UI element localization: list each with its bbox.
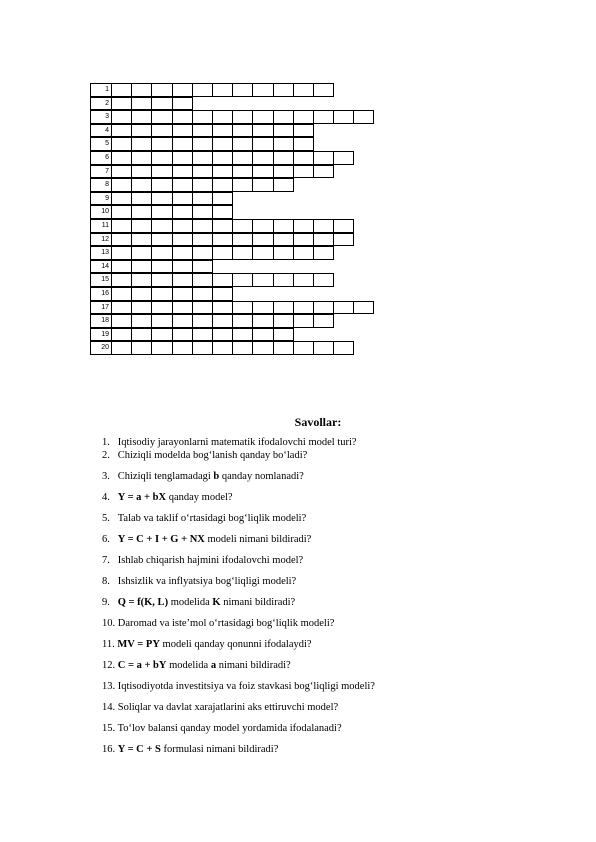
crossword-cell[interactable] bbox=[192, 341, 213, 355]
crossword-cell[interactable] bbox=[131, 165, 152, 179]
crossword-cell[interactable] bbox=[232, 137, 253, 151]
crossword-cell[interactable] bbox=[172, 137, 193, 151]
crossword-cell[interactable] bbox=[172, 246, 193, 260]
crossword-cell[interactable] bbox=[252, 233, 273, 247]
crossword-cell[interactable] bbox=[172, 205, 193, 219]
crossword-row-number: 3 bbox=[90, 110, 112, 124]
crossword-row-number: 7 bbox=[90, 165, 112, 179]
crossword-cell[interactable] bbox=[192, 151, 213, 165]
crossword-row-number: 17 bbox=[90, 301, 112, 315]
crossword-cell[interactable] bbox=[333, 301, 354, 315]
crossword-cell[interactable] bbox=[252, 314, 273, 328]
crossword-cell[interactable] bbox=[111, 341, 132, 355]
question-text: Talab va taklif o‘rtasidagi bog‘liqlik modeli? bbox=[117, 513, 307, 524]
crossword-row bbox=[90, 341, 373, 355]
crossword-cell[interactable] bbox=[151, 219, 172, 233]
question-text: modeli nimani bildiradi? bbox=[204, 534, 312, 545]
crossword-cell[interactable] bbox=[172, 151, 193, 165]
crossword-row bbox=[90, 151, 373, 165]
crossword-cell[interactable] bbox=[111, 205, 132, 219]
crossword-cell[interactable] bbox=[172, 301, 193, 315]
crossword-cell[interactable] bbox=[313, 83, 334, 97]
crossword-cell[interactable] bbox=[273, 314, 294, 328]
crossword-cell[interactable] bbox=[273, 151, 294, 165]
crossword-cell[interactable] bbox=[313, 165, 334, 179]
crossword-cell[interactable] bbox=[232, 151, 253, 165]
crossword-cell[interactable] bbox=[172, 341, 193, 355]
crossword-cell[interactable] bbox=[111, 314, 132, 328]
crossword-cell[interactable] bbox=[273, 328, 294, 342]
crossword-row-number: 14 bbox=[90, 260, 112, 274]
crossword-cell[interactable] bbox=[111, 328, 132, 342]
crossword-cell[interactable] bbox=[151, 233, 172, 247]
question-number: 3. bbox=[102, 471, 110, 482]
crossword-row-number: 19 bbox=[90, 328, 112, 342]
crossword-cell[interactable] bbox=[333, 219, 354, 233]
crossword-cell[interactable] bbox=[232, 165, 253, 179]
crossword-cell[interactable] bbox=[192, 192, 213, 206]
crossword-cell[interactable] bbox=[111, 178, 132, 192]
crossword-cell[interactable] bbox=[151, 273, 172, 287]
crossword-cell[interactable] bbox=[111, 151, 132, 165]
crossword-cell[interactable] bbox=[151, 328, 172, 342]
crossword-cell[interactable] bbox=[293, 314, 314, 328]
crossword-cell[interactable] bbox=[212, 273, 233, 287]
crossword-cell[interactable] bbox=[192, 301, 213, 315]
crossword-cell[interactable] bbox=[111, 260, 132, 274]
question-item bbox=[102, 722, 562, 735]
crossword-row bbox=[90, 110, 373, 124]
question-number: 4. bbox=[102, 492, 110, 503]
question-formula: Y = C + S bbox=[117, 744, 161, 755]
crossword-cell[interactable] bbox=[252, 178, 273, 192]
crossword-cell[interactable] bbox=[151, 110, 172, 124]
crossword-cell[interactable] bbox=[131, 328, 152, 342]
question-item bbox=[102, 554, 562, 567]
crossword-cell[interactable] bbox=[151, 287, 172, 301]
crossword-cell[interactable] bbox=[313, 151, 334, 165]
crossword-cell[interactable] bbox=[313, 314, 334, 328]
crossword-cell[interactable] bbox=[212, 246, 233, 260]
question-number: 12. bbox=[102, 660, 116, 671]
crossword-cell[interactable] bbox=[111, 165, 132, 179]
crossword-cell[interactable] bbox=[333, 341, 354, 355]
question-formula: Q = f(K, L) bbox=[117, 597, 169, 608]
crossword-cell[interactable] bbox=[111, 83, 132, 97]
crossword-cell[interactable] bbox=[192, 124, 213, 138]
crossword-cell[interactable] bbox=[131, 110, 152, 124]
crossword-cell[interactable] bbox=[172, 124, 193, 138]
crossword-cell[interactable] bbox=[131, 246, 152, 260]
crossword-cell[interactable] bbox=[232, 178, 253, 192]
crossword-cell[interactable] bbox=[212, 233, 233, 247]
crossword-cell[interactable] bbox=[232, 124, 253, 138]
crossword-row bbox=[90, 83, 373, 97]
question-formula: Y = a + bX bbox=[117, 492, 167, 503]
crossword-cell[interactable] bbox=[252, 328, 273, 342]
crossword-cell[interactable] bbox=[252, 165, 273, 179]
crossword-cell[interactable] bbox=[192, 205, 213, 219]
crossword-cell[interactable] bbox=[131, 178, 152, 192]
crossword-row bbox=[90, 287, 373, 301]
crossword-cell[interactable] bbox=[111, 219, 132, 233]
crossword-cell[interactable] bbox=[192, 328, 213, 342]
crossword-cell[interactable] bbox=[232, 110, 253, 124]
crossword-cell[interactable] bbox=[232, 328, 253, 342]
crossword-cell[interactable] bbox=[111, 273, 132, 287]
question-text: modelida bbox=[168, 597, 213, 608]
crossword-cell[interactable] bbox=[273, 83, 294, 97]
question-item bbox=[102, 575, 562, 588]
crossword-cell[interactable] bbox=[172, 260, 193, 274]
crossword-row bbox=[90, 328, 373, 342]
crossword-cell[interactable] bbox=[151, 165, 172, 179]
crossword-row-number: 5 bbox=[90, 137, 112, 151]
crossword-row-number: 9 bbox=[90, 192, 112, 206]
crossword-cell[interactable] bbox=[212, 137, 233, 151]
crossword-cell[interactable] bbox=[192, 233, 213, 247]
crossword-row-number: 4 bbox=[90, 124, 112, 138]
crossword-cell[interactable] bbox=[273, 110, 294, 124]
crossword-cell[interactable] bbox=[333, 233, 354, 247]
crossword-cell[interactable] bbox=[212, 151, 233, 165]
crossword-cell[interactable] bbox=[151, 341, 172, 355]
crossword-cell[interactable] bbox=[273, 124, 294, 138]
questions-list bbox=[102, 436, 562, 756]
crossword-cell[interactable] bbox=[131, 301, 152, 315]
crossword-row bbox=[90, 260, 373, 274]
crossword-cell[interactable] bbox=[192, 83, 213, 97]
crossword-cell[interactable] bbox=[333, 110, 354, 124]
crossword-cell[interactable] bbox=[192, 314, 213, 328]
crossword-cell[interactable] bbox=[151, 178, 172, 192]
question-item bbox=[102, 743, 562, 756]
crossword-row-number: 8 bbox=[90, 178, 112, 192]
question-formula: Y = C + I + G + NX bbox=[117, 534, 205, 545]
crossword-cell[interactable] bbox=[293, 219, 314, 233]
crossword-row bbox=[90, 205, 373, 219]
crossword-cell[interactable] bbox=[252, 341, 273, 355]
crossword-row-number: 18 bbox=[90, 314, 112, 328]
crossword-row bbox=[90, 165, 373, 179]
question-formula: MV = PY bbox=[117, 639, 160, 650]
crossword-cell[interactable] bbox=[353, 110, 374, 124]
crossword-cell[interactable] bbox=[172, 110, 193, 124]
question-text: nimani bildiradi? bbox=[216, 660, 291, 671]
crossword-cell[interactable] bbox=[131, 273, 152, 287]
question-number: 8. bbox=[102, 576, 110, 587]
crossword-cell[interactable] bbox=[111, 233, 132, 247]
question-number: 5. bbox=[102, 513, 110, 524]
crossword-cell[interactable] bbox=[192, 110, 213, 124]
crossword-cell[interactable] bbox=[111, 192, 132, 206]
question-item bbox=[102, 701, 562, 714]
crossword-cell[interactable] bbox=[131, 287, 152, 301]
crossword-row bbox=[90, 178, 373, 192]
crossword-cell[interactable] bbox=[293, 273, 314, 287]
crossword-cell[interactable] bbox=[252, 151, 273, 165]
question-text: formulasi nimani bildiradi? bbox=[160, 744, 279, 755]
crossword-row bbox=[90, 314, 373, 328]
crossword-cell[interactable] bbox=[212, 205, 233, 219]
question-number: 16. bbox=[102, 744, 116, 755]
question-text: Chiziqli modelda bog‘lanish qanday bo‘ladi? bbox=[117, 450, 308, 461]
crossword-cell[interactable] bbox=[111, 124, 132, 138]
crossword-cell[interactable] bbox=[111, 137, 132, 151]
question-text: nimani bildiradi? bbox=[220, 597, 296, 608]
crossword-cell[interactable] bbox=[293, 301, 314, 315]
crossword-cell[interactable] bbox=[172, 192, 193, 206]
crossword-cell[interactable] bbox=[273, 165, 294, 179]
crossword-cell[interactable] bbox=[252, 273, 273, 287]
crossword-cell[interactable] bbox=[151, 301, 172, 315]
crossword-row bbox=[90, 273, 373, 287]
crossword-cell[interactable] bbox=[252, 110, 273, 124]
question-item bbox=[102, 659, 562, 672]
crossword-cell[interactable] bbox=[172, 178, 193, 192]
crossword-row bbox=[90, 301, 373, 315]
crossword-cell[interactable] bbox=[172, 219, 193, 233]
crossword-cell[interactable] bbox=[212, 328, 233, 342]
question-text: modeli qanday qonunni ifodalaydi? bbox=[159, 639, 312, 650]
question-number: 10. bbox=[102, 618, 116, 629]
question-item bbox=[102, 491, 562, 504]
crossword-row bbox=[90, 219, 373, 233]
question-item bbox=[102, 533, 562, 546]
crossword-cell[interactable] bbox=[353, 301, 374, 315]
crossword-cell[interactable] bbox=[252, 137, 273, 151]
crossword-row-number: 13 bbox=[90, 246, 112, 260]
crossword-cell[interactable] bbox=[151, 151, 172, 165]
crossword-cell[interactable] bbox=[252, 124, 273, 138]
question-item bbox=[102, 512, 562, 525]
crossword-cell[interactable] bbox=[172, 328, 193, 342]
question-text: qanday model? bbox=[166, 492, 233, 503]
crossword-row-number: 6 bbox=[90, 151, 112, 165]
crossword-cell[interactable] bbox=[131, 341, 152, 355]
crossword-cell[interactable] bbox=[212, 287, 233, 301]
crossword-cell[interactable] bbox=[111, 301, 132, 315]
question-text: Ishsizlik va inflyatsiya bog‘liqligi modeli? bbox=[117, 576, 297, 587]
question-text: Soliqlar va davlat xarajatlarini aks ettiruvchi model? bbox=[117, 702, 339, 713]
crossword-row-number: 16 bbox=[90, 287, 112, 301]
crossword-cell[interactable] bbox=[172, 314, 193, 328]
question-number: 15. bbox=[102, 723, 116, 734]
question-number: 14. bbox=[102, 702, 116, 713]
crossword-row-number: 1 bbox=[90, 83, 112, 97]
crossword-cell[interactable] bbox=[232, 341, 253, 355]
crossword-cell[interactable] bbox=[131, 314, 152, 328]
crossword-cell[interactable] bbox=[232, 246, 253, 260]
questions-heading: Savollar: bbox=[294, 415, 342, 429]
crossword-cell[interactable] bbox=[252, 83, 273, 97]
question-text: Chiziqli tenglamadagi bbox=[117, 471, 214, 482]
crossword-cell[interactable] bbox=[212, 165, 233, 179]
crossword-row bbox=[90, 137, 373, 151]
question-text: Ishlab chiqarish hajmini ifodalovchi model? bbox=[117, 555, 304, 566]
crossword-cell[interactable] bbox=[131, 205, 152, 219]
crossword-cell[interactable] bbox=[192, 219, 213, 233]
crossword-cell[interactable] bbox=[192, 178, 213, 192]
crossword-cell[interactable] bbox=[151, 97, 172, 111]
crossword-cell[interactable] bbox=[293, 165, 314, 179]
crossword-cell[interactable] bbox=[273, 246, 294, 260]
crossword-cell[interactable] bbox=[313, 273, 334, 287]
crossword-cell[interactable] bbox=[172, 165, 193, 179]
crossword-row bbox=[90, 124, 373, 138]
question-formula: a bbox=[210, 660, 217, 671]
question-formula: b bbox=[213, 471, 220, 482]
crossword-cell[interactable] bbox=[212, 301, 233, 315]
crossword-cell[interactable] bbox=[252, 301, 273, 315]
crossword-cell[interactable] bbox=[212, 110, 233, 124]
crossword-cell[interactable] bbox=[212, 219, 233, 233]
crossword-cell[interactable] bbox=[273, 233, 294, 247]
crossword-cell[interactable] bbox=[273, 341, 294, 355]
crossword-cell[interactable] bbox=[273, 178, 294, 192]
crossword-row bbox=[90, 192, 373, 206]
crossword-cell[interactable] bbox=[111, 246, 132, 260]
crossword-cell[interactable] bbox=[131, 83, 152, 97]
question-item bbox=[102, 449, 562, 462]
crossword-cell[interactable] bbox=[192, 260, 213, 274]
question-number: 9. bbox=[102, 597, 110, 608]
crossword-cell[interactable] bbox=[212, 341, 233, 355]
crossword-cell[interactable] bbox=[273, 273, 294, 287]
question-item bbox=[102, 596, 562, 609]
crossword-cell[interactable] bbox=[232, 314, 253, 328]
crossword-cell[interactable] bbox=[172, 233, 193, 247]
crossword-cell[interactable] bbox=[131, 260, 152, 274]
question-number: 1. bbox=[102, 437, 110, 448]
crossword-cell[interactable] bbox=[172, 287, 193, 301]
question-item bbox=[102, 617, 562, 630]
crossword-cell[interactable] bbox=[212, 124, 233, 138]
crossword-cell[interactable] bbox=[131, 137, 152, 151]
crossword-cell[interactable] bbox=[151, 314, 172, 328]
crossword-cell[interactable] bbox=[111, 97, 132, 111]
crossword-cell[interactable] bbox=[172, 83, 193, 97]
crossword-cell[interactable] bbox=[293, 83, 314, 97]
crossword-cell[interactable] bbox=[293, 124, 314, 138]
crossword-cell[interactable] bbox=[212, 314, 233, 328]
crossword-cell[interactable] bbox=[131, 219, 152, 233]
crossword-cell[interactable] bbox=[313, 219, 334, 233]
crossword-cell[interactable] bbox=[313, 233, 334, 247]
crossword-grid bbox=[90, 83, 373, 355]
crossword-cell[interactable] bbox=[192, 287, 213, 301]
question-item bbox=[102, 680, 562, 693]
crossword-row-number: 10 bbox=[90, 205, 112, 219]
crossword-cell[interactable] bbox=[313, 301, 334, 315]
question-text: qanday nomlanadi? bbox=[219, 471, 304, 482]
crossword-cell[interactable] bbox=[293, 246, 314, 260]
crossword-cell[interactable] bbox=[232, 273, 253, 287]
crossword-cell[interactable] bbox=[212, 83, 233, 97]
crossword-cell[interactable] bbox=[151, 124, 172, 138]
crossword-cell[interactable] bbox=[293, 233, 314, 247]
crossword-cell[interactable] bbox=[232, 233, 253, 247]
crossword-row-number: 15 bbox=[90, 273, 112, 287]
question-text: Iqtisodiy jarayonlarni matematik ifodalovchi model turi? bbox=[117, 437, 357, 448]
crossword-cell[interactable] bbox=[293, 341, 314, 355]
crossword-cell[interactable] bbox=[273, 219, 294, 233]
crossword-cell[interactable] bbox=[232, 83, 253, 97]
crossword-cell[interactable] bbox=[192, 137, 213, 151]
crossword-cell[interactable] bbox=[151, 205, 172, 219]
crossword-cell[interactable] bbox=[313, 246, 334, 260]
question-text: Daromad va iste’mol o‘rtasidagi bog‘liqlik modeli? bbox=[117, 618, 335, 629]
crossword-cell[interactable] bbox=[273, 301, 294, 315]
question-number: 11. bbox=[102, 639, 115, 650]
crossword-cell[interactable] bbox=[192, 273, 213, 287]
crossword-cell[interactable] bbox=[232, 301, 253, 315]
crossword-cell[interactable] bbox=[151, 192, 172, 206]
crossword-row bbox=[90, 97, 373, 111]
crossword-row bbox=[90, 233, 373, 247]
crossword-row bbox=[90, 246, 373, 260]
question-item bbox=[102, 638, 562, 651]
crossword-row-number: 11 bbox=[90, 219, 112, 233]
crossword-cell[interactable] bbox=[111, 287, 132, 301]
question-number: 6. bbox=[102, 534, 110, 545]
crossword-cell[interactable] bbox=[333, 151, 354, 165]
crossword-cell[interactable] bbox=[131, 192, 152, 206]
crossword-cell[interactable] bbox=[192, 165, 213, 179]
question-text: Iqtisodiyotda investitsiya va foiz stavkasi bog‘liqligi modeli? bbox=[117, 681, 375, 692]
crossword-cell[interactable] bbox=[172, 97, 193, 111]
crossword-cell[interactable] bbox=[192, 246, 213, 260]
question-number: 13. bbox=[102, 681, 116, 692]
question-number: 2. bbox=[102, 450, 110, 461]
crossword-row-number: 2 bbox=[90, 97, 112, 111]
crossword-cell[interactable] bbox=[111, 110, 132, 124]
crossword-cell[interactable] bbox=[212, 192, 233, 206]
crossword-cell[interactable] bbox=[232, 219, 253, 233]
crossword-cell[interactable] bbox=[252, 246, 273, 260]
crossword-cell[interactable] bbox=[313, 110, 334, 124]
question-text: modelida bbox=[166, 660, 211, 671]
crossword-cell[interactable] bbox=[293, 110, 314, 124]
question-formula: C = a + bY bbox=[117, 660, 167, 671]
question-number: 7. bbox=[102, 555, 110, 566]
crossword-cell[interactable] bbox=[151, 137, 172, 151]
crossword-cell[interactable] bbox=[313, 341, 334, 355]
crossword-cell[interactable] bbox=[273, 137, 294, 151]
crossword-cell[interactable] bbox=[172, 273, 193, 287]
crossword-cell[interactable] bbox=[151, 260, 172, 274]
crossword-row-number: 12 bbox=[90, 233, 112, 247]
crossword-cell[interactable] bbox=[293, 151, 314, 165]
question-item bbox=[102, 470, 562, 483]
question-text: To‘lov balansi qanday model yordamida ifodalanadi? bbox=[117, 723, 342, 734]
crossword-cell[interactable] bbox=[131, 97, 152, 111]
crossword-cell[interactable] bbox=[151, 83, 172, 97]
crossword-cell[interactable] bbox=[131, 124, 152, 138]
crossword-cell[interactable] bbox=[252, 219, 273, 233]
crossword-cell[interactable] bbox=[212, 178, 233, 192]
crossword-cell[interactable] bbox=[131, 233, 152, 247]
question-item bbox=[102, 436, 562, 449]
crossword-cell[interactable] bbox=[151, 246, 172, 260]
question-formula: K bbox=[212, 597, 221, 608]
crossword-row-number: 20 bbox=[90, 341, 112, 355]
crossword-cell[interactable] bbox=[131, 151, 152, 165]
crossword-cell[interactable] bbox=[293, 137, 314, 151]
